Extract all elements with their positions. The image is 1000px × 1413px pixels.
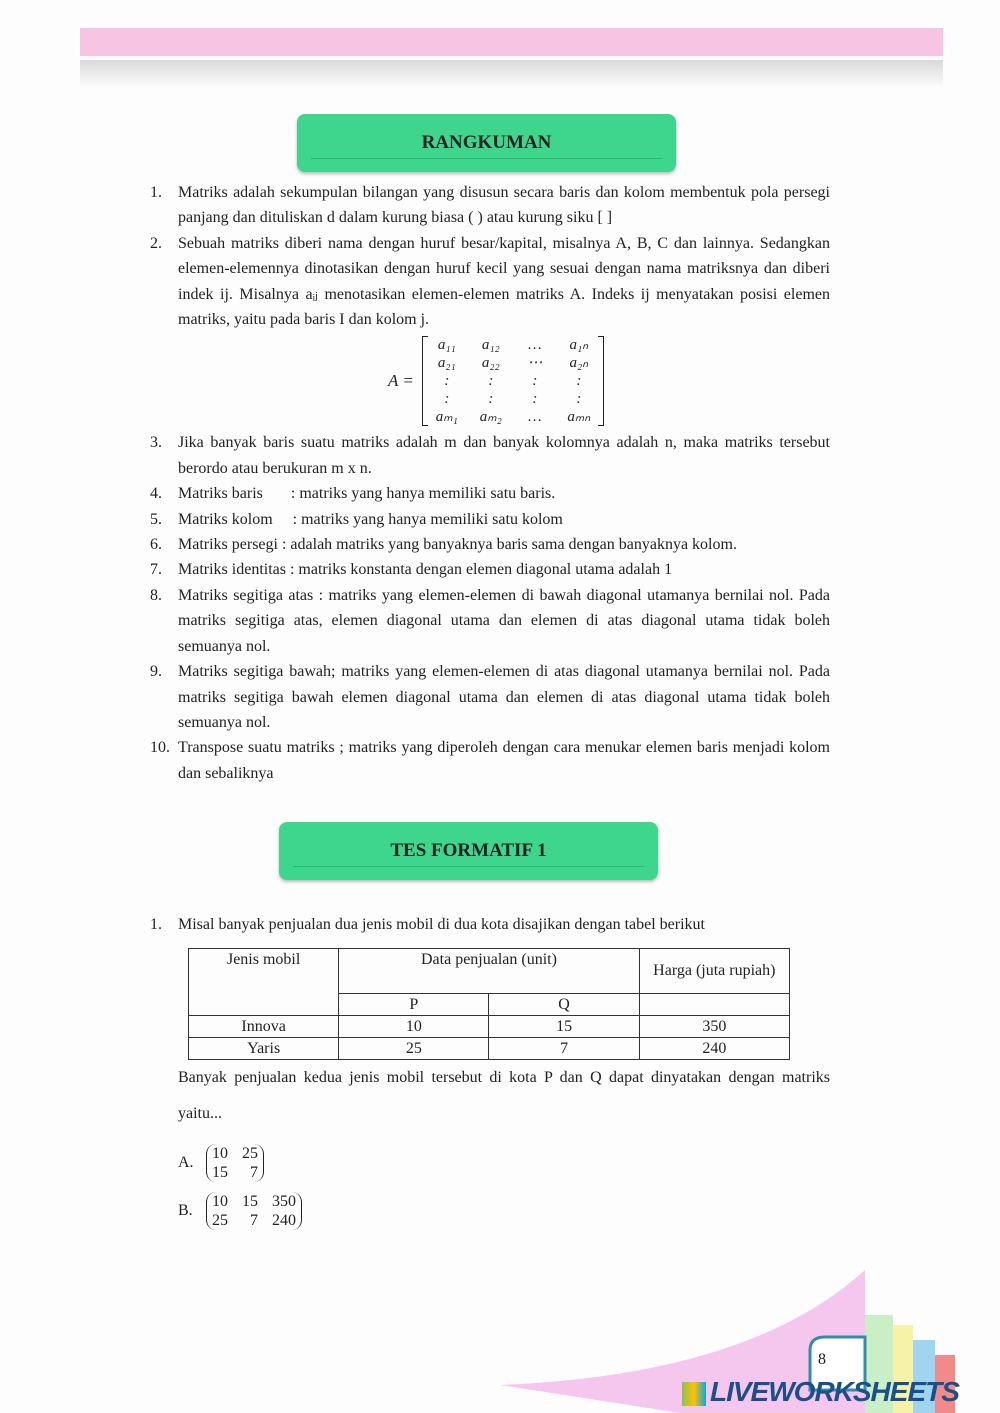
- rangkuman-heading: RANGKUMAN: [297, 114, 676, 172]
- matrix-cell: a₂₁: [437, 355, 456, 372]
- option-cell: 350: [272, 1193, 296, 1211]
- header-harga: Harga (juta rupiah): [639, 949, 789, 994]
- list-item: [150, 659, 830, 735]
- matrix-cell: :: [532, 391, 538, 408]
- list-item: [150, 481, 830, 506]
- matrix-cell: :: [576, 373, 582, 390]
- liveworksheets-logo: [682, 1375, 1000, 1409]
- tes-formatif-heading: TES FORMATIF 1: [279, 822, 658, 880]
- header-p: P: [339, 994, 489, 1016]
- option-matrix: [206, 1144, 264, 1182]
- header-shadow-band: [80, 60, 943, 88]
- item-number: 10.: [150, 739, 170, 757]
- answer-option-b[interactable]: [178, 1192, 1000, 1230]
- option-cell: 7: [250, 1212, 258, 1230]
- matrix-cell: a₁₁: [437, 337, 456, 354]
- header-empty: [639, 994, 789, 1016]
- table-row: [189, 1016, 790, 1038]
- matrix-cell: ⋯: [527, 355, 543, 372]
- matrix-a: [388, 336, 830, 426]
- matrix-cell: :: [488, 373, 494, 390]
- cell: 15: [489, 1016, 639, 1038]
- cell: Innova: [189, 1016, 339, 1038]
- list-item: [150, 507, 830, 532]
- item-number: 8.: [150, 586, 162, 604]
- item-number: 7.: [150, 561, 162, 579]
- question-number: 1.: [150, 916, 162, 934]
- matrix-cell: a₂ₙ: [569, 355, 589, 372]
- option-label: A.: [178, 1154, 194, 1172]
- matrix-brackets: [422, 336, 604, 426]
- question-continuation: Banyak penjualan kedua jenis mobil tersebut di kota P dan Q dapat dinyatakan dengan matriks yaitu...: [178, 1069, 830, 1123]
- item-text: Sebuah matriks diberi nama dengan huruf besar/kapital, misalnya A, B, C dan lainnya. Sedangkan elemen-elemennya dinotasikan dengan huruf kecil yang sesuai dengan nama matriksnya dan diberi indek ij. Misalnya aᵢⱼ menotasikan elemen-elemen matriks A. Indeks ij menyatakan posisi elemen matriks, yaitu pada baris I dan kolom j.: [178, 234, 830, 329]
- item-number: 9.: [150, 663, 162, 681]
- list-item: [150, 532, 830, 557]
- item-text: Matriks segitiga bawah; matriks yang elemen-elemen di atas diagonal utamanya bernilai nol. Pada matriks segitiga bawah elemen diagonal utama dan elemen di atas diagonal utama tidak boleh semuanya nol.: [178, 663, 830, 731]
- cell: 350: [639, 1016, 789, 1038]
- option-cell: 15: [212, 1164, 228, 1182]
- table-row: [189, 1038, 790, 1060]
- option-cell: 10: [212, 1193, 228, 1211]
- cell: 25: [339, 1038, 489, 1060]
- matrix-cell: :: [532, 373, 538, 390]
- cell: 7: [489, 1038, 639, 1060]
- item-number: 2.: [150, 234, 162, 252]
- header-jenis: Jenis mobil: [189, 949, 339, 1016]
- matrix-cell: a₁₂: [481, 337, 500, 354]
- option-cell: 25: [212, 1212, 228, 1230]
- option-cell: 7: [250, 1164, 258, 1182]
- list-item: [150, 583, 830, 659]
- item-number: 6.: [150, 536, 162, 554]
- matrix-cell: :: [576, 391, 582, 408]
- watermark-text: LIVEWORKSHEETS: [710, 1376, 959, 1407]
- option-label: B.: [178, 1202, 193, 1220]
- answer-options: [0, 1138, 1000, 1240]
- matrix-cell: …: [528, 337, 542, 354]
- cell: 240: [639, 1038, 789, 1060]
- matrix-cell: :: [444, 391, 450, 408]
- cell: Yaris: [189, 1038, 339, 1060]
- item-text: Jika banyak baris suatu matriks adalah m dan banyak kolomnya adalah n, maka matriks tersebut berordo atau berukuran m x n.: [178, 434, 830, 477]
- item-text: Matriks segitiga atas : matriks yang elemen-elemen di bawah diagonal utamanya bernilai nol. Pada matriks segitiga atas, elemen diagonal utama dan elemen di atas diagonal utama tidak boleh semuanya nol.: [178, 586, 830, 655]
- question-1: [150, 908, 830, 942]
- matrix-cell: :: [488, 391, 494, 408]
- matrix-cell: aₘₙ: [567, 409, 591, 426]
- matrix-cell: aₘ₁: [435, 409, 458, 426]
- matrix-cell: …: [528, 409, 542, 426]
- item-number: 5.: [150, 510, 162, 528]
- option-cell: 240: [272, 1212, 296, 1230]
- item-number: 1.: [150, 184, 162, 201]
- page-footer: [0, 1265, 1000, 1413]
- item-text: Matriks kolom : matriks yang hanya memiliki satu kolom: [178, 510, 563, 528]
- matrix-cell: a₁ₙ: [569, 337, 589, 354]
- page-number: 8: [818, 1351, 826, 1368]
- answer-option-a[interactable]: [178, 1144, 1000, 1182]
- header-pink-bar: [80, 28, 943, 56]
- cell: 10: [339, 1016, 489, 1038]
- list-item: [150, 735, 830, 786]
- header-q: Q: [489, 994, 639, 1016]
- list-item: [150, 557, 830, 582]
- question-text: Misal banyak penjualan dua jenis mobil di dua kota disajikan dengan tabel berikut: [178, 916, 705, 934]
- item-text: Matriks identitas : matriks konstanta dengan elemen diagonal utama adalah 1: [178, 561, 673, 579]
- item-text: Matriks baris : matriks yang hanya memiliki satu baris.: [178, 485, 556, 503]
- option-cell: 15: [242, 1193, 258, 1211]
- item-number: 4.: [150, 485, 162, 503]
- header-data: Data penjualan (unit): [339, 949, 639, 994]
- list-item: [150, 430, 830, 481]
- matrix-cell: aₘ₂: [479, 409, 502, 426]
- rangkuman-list: [150, 180, 830, 786]
- item-text: Matriks adalah sekumpulan bilangan yang disusun secara baris dan kolom membentuk pola persegi panjang dan dituliskan d dalam kurung biasa ( ) atau kurung siku [ ]: [178, 184, 830, 227]
- item-text: Matriks persegi : adalah matriks yang banyaknya baris sama dengan banyaknya kolom.: [178, 536, 737, 554]
- option-cell: 10: [212, 1145, 228, 1163]
- matrix-lhs: A =: [388, 371, 414, 391]
- list-item: [150, 180, 830, 231]
- option-cell: 25: [242, 1145, 258, 1163]
- item-text: Transpose suatu matriks ; matriks yang diperoleh dengan cara menukar elemen baris menjadi kolom dan sebaliknya: [178, 739, 830, 782]
- list-item: [150, 231, 830, 333]
- sales-table: [188, 948, 790, 1060]
- option-matrix: [206, 1192, 302, 1230]
- item-number: 3.: [150, 434, 162, 452]
- matrix-cell: a₂₂: [481, 355, 500, 372]
- matrix-cell: :: [444, 373, 450, 390]
